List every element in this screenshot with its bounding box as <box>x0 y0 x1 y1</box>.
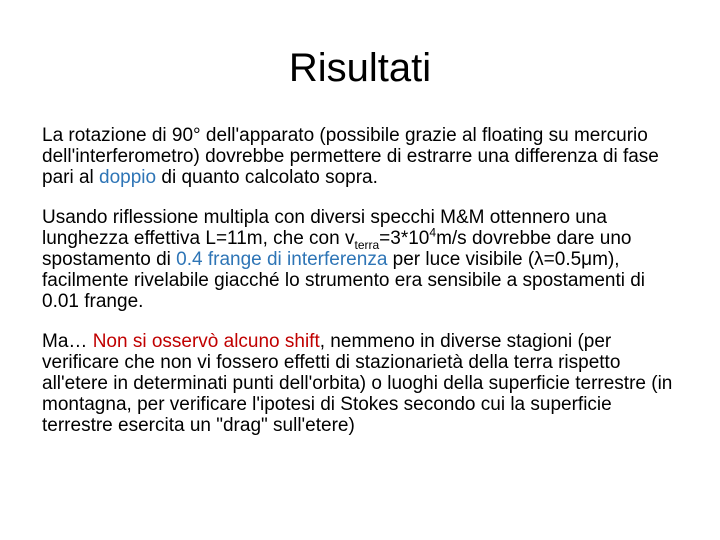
paragraph-no-shift <box>42 331 682 436</box>
highlight-doppio: doppio <box>99 167 157 188</box>
slide-body <box>42 125 682 455</box>
paragraph-text: m/s dovrebbe dare uno spostamento di <box>42 228 632 270</box>
paragraph-text: , nemmeno in diverse stagioni (per verificare che non vi fossero effetti di stazionarietà della terra rispetto all'etere in determinati punti dell'orbita) o luoghi della superficie terrestre (in montagna, per verificare l'ipotesi di Stokes secondo cui la superficie terrestre esercita un "drag" sull'etere) <box>42 331 673 436</box>
paragraph-multiple-reflection <box>42 207 682 312</box>
paragraph-rotation <box>42 125 682 188</box>
paragraph-text: Ma… <box>42 331 93 352</box>
highlight-fringes: 0.4 frange di interferenza <box>176 249 388 270</box>
subscript-terra: terra <box>354 237 380 252</box>
paragraph-text: La rotazione di 90° dell'apparato (possibile grazie al floating su mercurio dell'interferometro) dovrebbe permettere di estrarre una differenza di fase pari al <box>42 125 659 188</box>
slide-title: Risultati <box>288 46 432 90</box>
paragraph-text: per luce visibile (λ=0.5μm), facilmente rivelabile giacché lo strumento era sensibile a spostamenti di 0.01 frange. <box>42 249 646 312</box>
paragraph-text: di quanto calcolato sopra. <box>156 167 378 188</box>
highlight-no-shift: Non si osservò alcuno shift <box>92 331 320 352</box>
paragraph-text: =3*10 <box>379 228 430 249</box>
paragraph-text: Usando riflessione multipla con diversi specchi M&M ottennero una lunghezza effettiva L=11m, che con v <box>42 207 607 249</box>
superscript-exponent: 4 <box>429 225 437 240</box>
